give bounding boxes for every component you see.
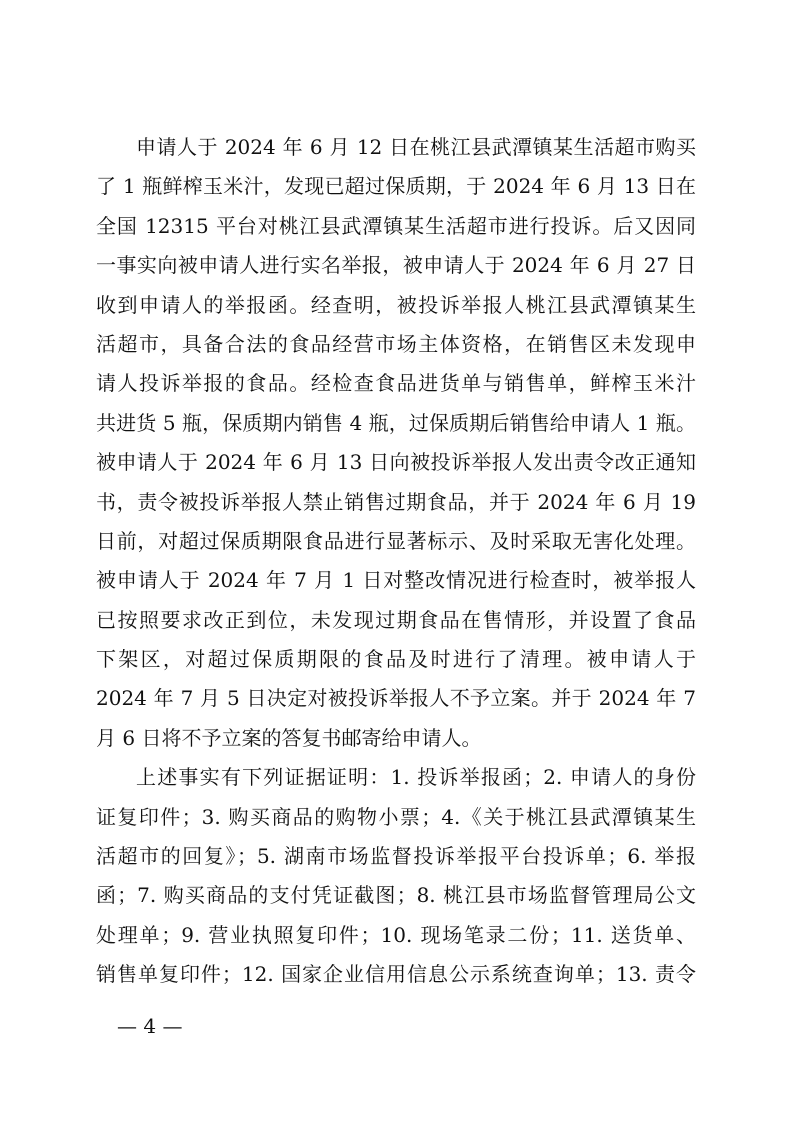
document-body [96,128,696,995]
text-line: 一事实向被申请人进行实名举报，被申请人于 2024 年 6 月 27 日 [96,253,696,278]
text-line: 证复印件；3. 购买商品的购物小票；4.《关于桃江县武潭镇某生 [96,804,696,829]
text-line: 月 6 日将不予立案的答复书邮寄给申请人。 [96,725,482,750]
text-line: 活超市的回复》；5. 湖南市场监督投诉举报平台投诉单；6. 举报 [96,844,696,869]
text-line: 了 1 瓶鲜榨玉米汁，发现已超过保质期，于 2024 年 6 月 13 日在 [96,174,696,199]
text-line: 日前，对超过保质期限食品进行显著标示、及时采取无害化处理。 [96,528,696,553]
page-number: — 4 — [117,1014,183,1038]
text-line: 下架区，对超过保质期限的食品及时进行了清理。被申请人于 [96,647,696,672]
text-line: 全国 12315 平台对桃江县武潭镇某生活超市进行投诉。后又因同 [96,213,696,238]
text-line: 申请人于 2024 年 6 月 12 日在桃江县武潭镇某生活超市购买 [136,135,696,159]
text-line: 请人投诉举报的食品。经检查食品进货单与销售单，鲜榨玉米汁 [96,371,696,396]
text-line: 上述事实有下列证据证明：1. 投诉举报函；2. 申请人的身份 [136,765,696,790]
text-line: 共进货 5 瓶，保质期内销售 4 瓶，过保质期后销售给申请人 1 瓶。 [96,410,696,435]
paragraph-facts [96,128,696,758]
text-line: 书，责令被投诉举报人禁止销售过期食品，并于 2024 年 6 月 19 [96,489,696,514]
text-line: 销售单复印件；12. 国家企业信用信息公示系统查询单；13. 责令 [96,962,696,987]
text-line: 已按照要求改正到位，未发现过期食品在售情形，并设置了食品 [96,607,696,632]
text-line: 收到申请人的举报函。经查明，被投诉举报人桃江县武潭镇某生 [96,292,696,317]
paragraph-evidence [96,758,696,994]
text-line: 被申请人于 2024 年 7 月 1 日对整改情况进行检查时，被举报人 [96,568,696,593]
text-line: 2024 年 7 月 5 日决定对被投诉举报人不予立案。并于 2024 年 7 [96,686,696,711]
text-line: 活超市，具备合法的食品经营市场主体资格，在销售区未发现申 [96,331,696,356]
text-line: 函；7. 购买商品的支付凭证截图；8. 桃江县市场监督管理局公文 [96,883,696,908]
text-line: 处理单；9. 营业执照复印件；10. 现场笔录二份；11. 送货单、 [96,922,696,947]
text-line: 被申请人于 2024 年 6 月 13 日向被投诉举报人发出责令改正通知 [96,450,696,475]
